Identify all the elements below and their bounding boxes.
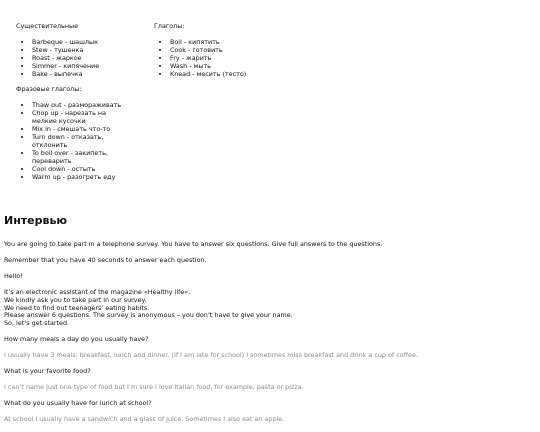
greeting-text: Hello!: [4, 271, 23, 280]
answer-text: I usually have 3 meals: breakfast, lunch and dinner. (If I am late for school) I sometimes miss breakfast and drink a cup of coffee.: [4, 351, 418, 360]
interview-title: Интервью: [4, 214, 68, 227]
noun-item: • Roast - жаркое: [32, 55, 124, 63]
noun-item: • Simmer - кипячение: [32, 63, 124, 71]
phrasal-verb-item: • Warm up - разогреть еду: [32, 174, 124, 182]
verbs-column: [154, 23, 294, 84]
interview-section: [4, 214, 536, 432]
nouns-heading: Существительные: [16, 22, 79, 30]
verb-item: • Cook - готовить: [170, 47, 294, 55]
noun-item: • Barbeque - шашлык: [32, 39, 124, 47]
question-text: What do you usually have for lunch at school?: [4, 398, 152, 407]
intro-block: [4, 289, 536, 329]
phrasal-verb-item: • Cool down - остыть: [32, 166, 124, 174]
phrasal-verbs-heading: Фразовые глаголы:: [16, 85, 82, 94]
phrasal-verbs-list: [16, 102, 124, 181]
phrasal-verb-item: • Chop up - нарезать на мелкие кусочки: [32, 110, 124, 126]
intro-line: We need to find out teenagers’ eating habits.: [4, 303, 150, 312]
instruction-text: You are going to take part in a telephone survey. You have to answer six questions. Give full answers to the questions.: [4, 240, 383, 248]
phrasal-verb-item: • Mix in - смешать что-то: [32, 126, 124, 134]
noun-item: • Bake - выпечка: [32, 71, 124, 79]
nouns-list: [16, 39, 124, 79]
intro-line: Please answer 6 questions. The survey is anonymous – you don’t have to give your name.: [4, 311, 293, 320]
verb-item: • Fry - жарить: [170, 55, 294, 63]
answer-text: I can’t name just one type of food but I’m sure I love Italian food, for example, pasta or pizza.: [4, 382, 304, 391]
verbs-list: [154, 39, 294, 79]
noun-item: • Stew - тушенка: [32, 47, 124, 55]
verbs-heading: Глаголы:: [154, 22, 185, 30]
answer-text: At school I usually have a sandwich and a glass of juice. Sometimes I also eat an apple.: [4, 414, 285, 423]
intro-line: We kindly ask you to take part in our survey.: [4, 295, 147, 304]
verb-item: • Knead - месить (тесто): [170, 71, 294, 79]
intro-line: It’s an electronic assistant of the magazine «Healthy life».: [4, 287, 191, 296]
nouns-and-phrasal-column: [16, 23, 124, 187]
verb-item: • Wash - мыть: [170, 63, 294, 71]
question-text: How many meals a day do you usually have?: [4, 335, 149, 344]
verb-item: • Boil - кипятить: [170, 39, 294, 47]
phrasal-verb-item: • Thaw out - размораживать: [32, 102, 124, 110]
instruction-text: Remember that you have 40 seconds to answer each question.: [4, 255, 207, 264]
phrasal-verb-item: • To boil over - закипеть, переварить: [32, 150, 124, 166]
phrasal-verb-item: • Turn down - отказать, отклонить: [32, 134, 124, 150]
question-text: What is your favorite food?: [4, 367, 91, 376]
vocabulary-section: [0, 0, 540, 200]
intro-line: So, let’s get started.: [4, 319, 70, 328]
